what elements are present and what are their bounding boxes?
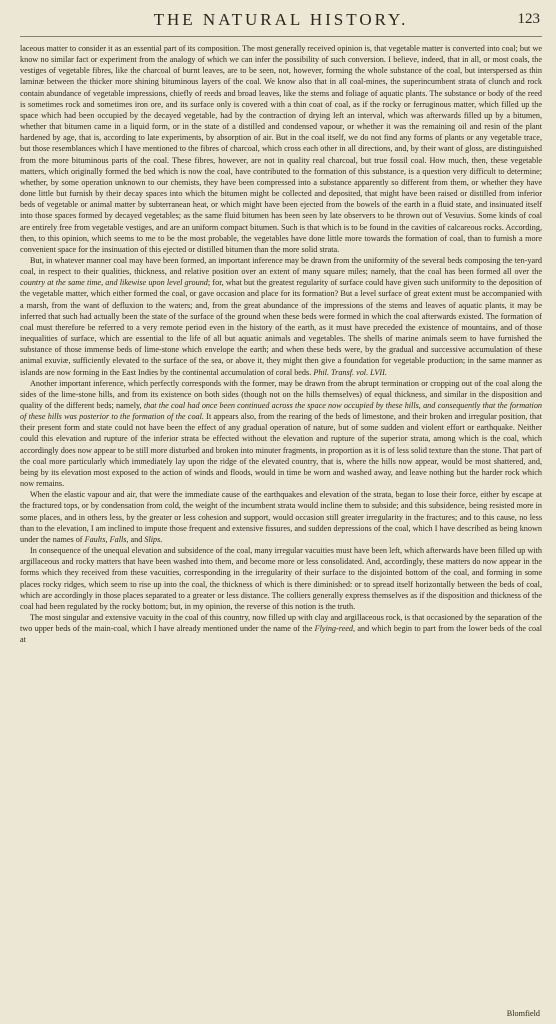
- paragraph: [20, 43, 542, 255]
- catchword: Blomfield: [506, 1009, 540, 1018]
- text-run: , and which begin to part from the lower beds of the coal at: [20, 624, 542, 645]
- italic-run: Slips.: [144, 534, 163, 544]
- paragraph: [20, 489, 542, 545]
- text-run: laceous matter to consider it as an essential part of its composition. The most generally received opinion is, that vegetable matter is converted into coal; but we know no similar fact or experiment from the analogy of which we can infer the possibility of such conversion. I believe, indeed, that in all, or most coals, the vestiges of vegetable fibres, like the charcoal of burnt leaves, are to be seen, not, however, forming the whole substance of the coal, but interspersed as thin laminæ between the thicker more shining bituminous layers of the coal. We know also that in all coal-mines, the superincumbent strata of clunch and rock contain abundance of vegetable impressions, chiefly of reeds and broad leaves, like the stems and foliage of aquatic plants. The substance or body of the reed is sometimes rock and sometimes iron ore, and its surface only is covered with a thin coat of coal, as if the rocky or ferruginous matter, which filled up the space which had been occupied by the decayed vegetable, had by the contraction of drying left an interval, which was afterwards filled up by a bitumen, whether that bitumen came in a liquid form, or in the state of a distilled and condensed vapour, or whether it was the remaining oil and resin of the plant hardened by age, that is, according to late experiments, by absorption of air. But in the coal itself, we do not find any forms of plants or any vegetable trace, but those resemblances which I have mentioned to the fibres of charcoal, which cross each other in all directions, and, by their want of gloss, are distinguished from the more bituminous parts of the coal. These fibres, however, are not in quality real charcoal, but true fossil coal. How much, then, these vegetable matters, which originally formed the bed which is now the coal, have contributed to the formation of this substance, is a question very difficult to determine; whether, by some operation unknown to our chemists, they have been compressed into a substance apparently so different from them, or whether they have done little but furnish by their decay spaces into which the bitumen might be collected and deposited, that might have been raised or distilled from inferior beds of vegetable or animal matter by subterranean heat, or which might have been ejected from the bowels of the earth in a fluid state, and insinuated itself into those spaces formed by decayed vegetables; as the same fluid bitumen has been seen by late observers to be thrown out of Vesuvius. Some kinds of coal are entirely free from vegetable vestiges, and are an uniform compact bitumen. Such is that which is to be found in the cavities of calcareous rocks. According, then, to this opinion, which seems to me to be the most probable, the vegetables have done little more towards the formation of coal, than to furnish a more convenient space for the insinuation of this ejected or distilled bitumen than the more solid strata.: [20, 44, 542, 254]
- text-run: When the elastic vapour and air, that were the immediate cause of the earthquakes and elevation of the strata, began to lose their force, either by escape at the fractured tops, or by condensation from cold, the weight of the incumbent strata would incline them to subside; and this subsidence, being resisted more in some places, and in others less, by the greater or less cohesion and support, would occasion still greater irregularity in the fractures; and to this cause, no less than to the elevation, I am inclined to impute those frequent and extensive fissures, and sudden depressions of the coal, which I have described as being known under the names of: [20, 490, 542, 544]
- text-run: In consequence of the unequal elevation and subsidence of the coal, many irregular vacuities must have been left, which afterwards have been filled up with argillaceous and rocky matters that have been washed into them, and become more or less consolidated. And, accordingly, these matters do now appear in the forms which they received from these vacuities, corresponding in the irregularity of their surface to the disjointed bottom of the coal, and forming in some places rocky ridges, which seem to rise up into the coal, the thickness of which is there diminished: or to spread itself horizontally between the beds of coal, which are accordingly in those places separated to a greater or less distance. The colliers generally express themselves as if the disposition and thickness of the coal had been regulated by the rocky bottom; but, in my opinion, the reverse of this notion is the truth.: [20, 546, 542, 611]
- page-header: [20, 8, 542, 37]
- paragraph: [20, 378, 542, 490]
- italic-run: Phil. Transf. vol. LVII.: [313, 367, 387, 377]
- italic-run: Faults, Falls,: [84, 534, 129, 544]
- body-text: [20, 43, 542, 645]
- text-run: It appears also, from the rearing of the beds of limestone, and their broken and irregular position, that their present form and state could not have been the effect of any gradual operation of nature, but of some sudden and violent effort or earthquake. Neither could this elevation and rupture of the inferior strata be effected without the elevation and rupture of the superior strata, among which is the coal, which accordingly does now appear to be still more disturbed and broken into minuter fragments, in proportion as it is of less solid texture than the stone. That part of the coal more particularly which immediately lay upon the ridge of the elevated country, that is, where the hills now appear, would be most shattered, and, being by its elevation most exposed to the action of winds and floods, would in time be worn and washed away, and leave nothing but the harder rock which now remains.: [20, 412, 542, 489]
- italic-run: Flying-reed: [314, 624, 353, 634]
- text-run: But, in whatever manner coal may have been formed, an important inference may be drawn from the uniformity of the several beds composing the ten-yard coal, in respect to their qualities, thickness, and relative position over an extent of many square miles; namely, that the coal has been formed all over the: [20, 255, 542, 277]
- text-run: Another important inference, which perfectly corresponds with the former, may be drawn from the abrupt termination or cropping out of the coal along the sides of the lime-stone hills, and from its existence on both sides (though not on the hills themselves) of equal thickness, and similar in the disposition and quality of the different beds; namely,: [20, 378, 542, 410]
- italic-run: that the coal had once been continued across the space now occupied by these hills, and consequently that the formation of these hills was posterior to the formation of the coal.: [20, 401, 543, 422]
- paragraph: [20, 612, 542, 645]
- page-number: 123: [517, 11, 540, 27]
- paragraph: [20, 545, 542, 612]
- text-run: and: [128, 534, 145, 544]
- text-run: ; for, what but the greatest regularity of surface could have given such uniformity to the deposition of the vegetable matter, which either formed the coal, or gave occasion and place for its formation? But a level surface of great extent must be accompanied with a marsh, from the want of defluxion to the waters; and, from the great abundance of the impressions of the stems and leaves of aquatic plants, it may be inferred that such had actually been the state of the surface of the ground when these beds were formed in which the coal afterwards existed. The formation of coal must therefore be referred to a very remote period even in the history of the earth, as it must have preceded the existence of mountains, and of those inequalities of surface, which are essential to the life of all but aquatic animals and vegetables. The shells of marine animals seem to have furnished the substance of those immense beds of lime-stone which envelope the earth; and when these beds were, by the gradual and successive accumulation of these animal exuviæ, sufficiently elevated to the surface of the sea, or above it, they might then give a foundation for vegetable production; in the same manner as islands are now forming in the East Indies by the continental accumulation of coral beds.: [20, 278, 542, 377]
- running-title: THE NATURAL HISTORY.: [153, 10, 409, 29]
- paragraph: [20, 255, 542, 378]
- text-run: The most singular and extensive vacuity in the coal of this country, now filled up with clay and argillaceous rock, is that occasioned by the separation of the two upper beds of the main-coal, which I have already mentioned under the name of the: [20, 612, 542, 634]
- italic-run: country at the same time, and likewise upon level ground: [20, 278, 208, 288]
